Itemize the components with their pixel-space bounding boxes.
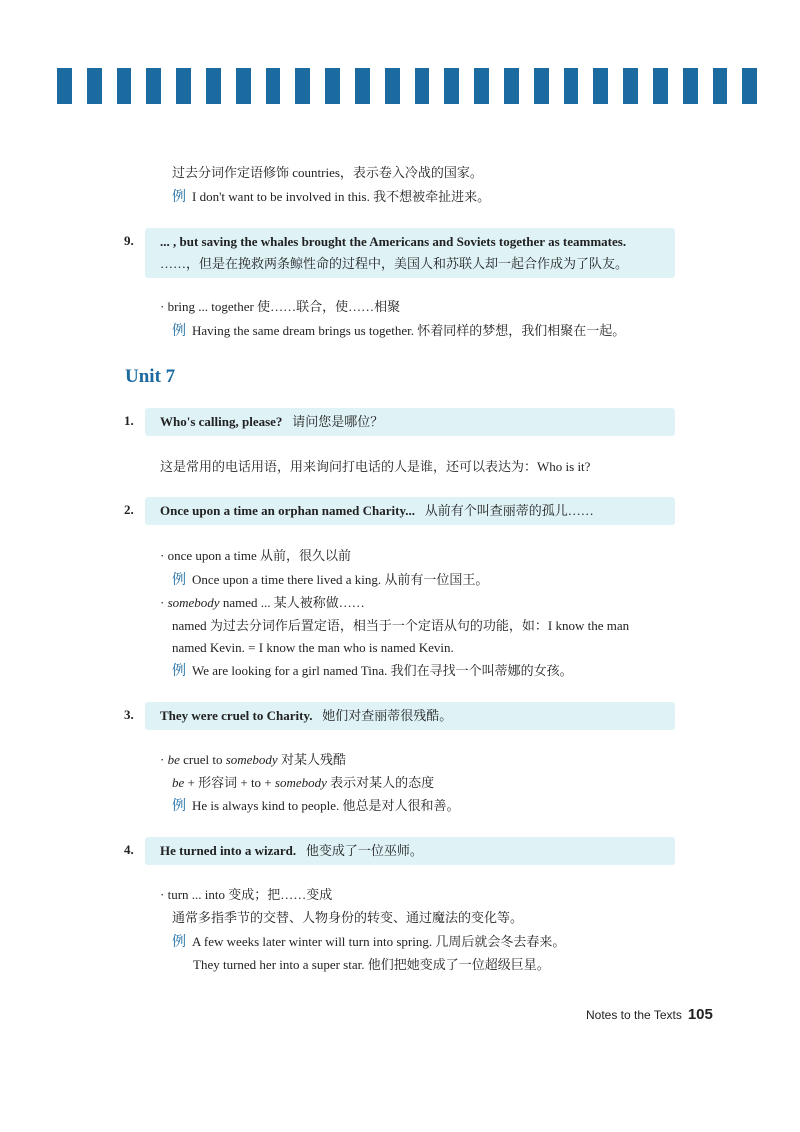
note-text: 对某人残酷 xyxy=(277,752,346,767)
header-bar xyxy=(87,68,102,104)
example-text: Having the same dream brings us together. 怀着同样的梦想，我们相聚在一起。 xyxy=(192,323,626,338)
item1-sentence xyxy=(160,413,383,431)
item4-note: · turn ... into 变成；把……变成 xyxy=(160,887,333,902)
item3-sentence xyxy=(160,707,452,725)
header-bar xyxy=(653,68,668,104)
header-bar xyxy=(474,68,489,104)
item1-note: 这是常用的电话用语，用来询问打电话的人是谁，还可以表达为：Who is it? xyxy=(160,459,591,474)
item4-sentence xyxy=(160,842,423,860)
item2-line4: named Kevin. = I know the man who is named Kevin. xyxy=(172,640,454,655)
unit-title: Unit 7 xyxy=(125,366,176,387)
example-text: He is always kind to people. 他总是对人很和善。 xyxy=(192,798,460,813)
header-bar xyxy=(683,68,698,104)
item2-example1 xyxy=(172,571,488,590)
item-number: 9. xyxy=(124,233,134,248)
item1-english: Who's calling, please? xyxy=(160,414,283,429)
example-text: I don't want to be involved in this. 我不想被牵扯进来。 xyxy=(192,189,491,204)
example-marker: 例 xyxy=(172,799,186,814)
prev-note-line: 过去分词作定语修饰 countries，表示卷入冷战的国家。 xyxy=(172,165,483,180)
header-decoration-bars xyxy=(57,68,757,104)
header-bar xyxy=(623,68,638,104)
example-marker: 例 xyxy=(172,935,186,950)
item9-chinese: ……，但是在挽救两条鲸性命的过程中，美国人和苏联人却一起合作成为了队友。 xyxy=(160,256,629,271)
header-bar xyxy=(504,68,519,104)
note-text: cruel to xyxy=(179,752,226,767)
item3-english: They were cruel to Charity. xyxy=(160,708,313,723)
header-bar xyxy=(444,68,459,104)
item2-english: Once upon a time an orphan named Charity... xyxy=(160,503,415,518)
header-bar xyxy=(415,68,430,104)
header-bar xyxy=(742,68,757,104)
header-bar xyxy=(146,68,161,104)
item1-chinese: 请问您是哪位？ xyxy=(292,414,384,429)
header-bar xyxy=(295,68,310,104)
note-text: named ... 某人被称做…… xyxy=(219,595,365,610)
header-bar xyxy=(57,68,72,104)
item2-line3: named 为过去分词作后置定语，相当于一个定语从句的功能，如：I know the man xyxy=(172,618,630,633)
item2-note1: · once upon a time 从前，很久以前 xyxy=(160,548,351,563)
header-bar xyxy=(355,68,370,104)
header-bar xyxy=(534,68,549,104)
item3-chinese: 她们对查丽蒂很残酷。 xyxy=(322,708,453,723)
header-bar xyxy=(385,68,400,104)
note-text: 表示对某人的态度 xyxy=(326,775,435,790)
item9-note: · bring ... together 使……联合，使……相聚 xyxy=(160,299,401,314)
example-marker: 例 xyxy=(172,664,186,679)
example-marker: 例 xyxy=(172,573,186,588)
italic-word: somebody xyxy=(274,775,327,790)
item4-chinese: 他变成了一位巫师。 xyxy=(305,843,423,858)
header-bar xyxy=(564,68,579,104)
item-number: 2. xyxy=(124,502,134,517)
item3-example xyxy=(172,797,460,816)
item3-note2 xyxy=(172,774,434,792)
note-text: + 形容词 + to + xyxy=(184,775,275,790)
page-footer xyxy=(586,1006,713,1023)
item4-line2: 通常多指季节的交替、人物身份的转变、通过魔法的变化等。 xyxy=(172,910,524,925)
item2-note2: · somebody named ... 某人被称做…… xyxy=(160,595,365,610)
header-bar xyxy=(593,68,608,104)
footer-label: Notes to the Texts xyxy=(586,1008,682,1022)
page-number: 105 xyxy=(687,1006,713,1023)
example-text: A few weeks later winter will turn into spring. 几周后就会冬去春来。 xyxy=(192,934,566,949)
item4-example2: They turned her into a super star. 他们把她变成了一位超级巨星。 xyxy=(193,957,550,972)
example-text: Once upon a time there lived a king. 从前有一位国王。 xyxy=(192,572,489,587)
example-marker: 例 xyxy=(172,324,186,339)
item2-example2 xyxy=(172,662,573,681)
item-number: 3. xyxy=(124,707,134,722)
example-text: We are looking for a girl named Tina. 我们在寻找一个叫蒂娜的女孩。 xyxy=(192,663,573,678)
item2-sentence xyxy=(160,502,594,520)
header-bar xyxy=(713,68,728,104)
header-bar xyxy=(176,68,191,104)
item3-note1: · be cruel to somebody 对某人残酷 xyxy=(160,752,346,767)
example-marker: 例 xyxy=(172,190,186,205)
italic-word: somebody xyxy=(167,595,220,610)
italic-word: be xyxy=(167,752,180,767)
item4-example1 xyxy=(172,933,565,952)
header-bar xyxy=(236,68,251,104)
item2-chinese: 从前有个叫查丽蒂的孤儿…… xyxy=(424,503,594,518)
italic-word: somebody xyxy=(225,752,278,767)
header-bar xyxy=(206,68,221,104)
item-number: 4. xyxy=(124,842,134,857)
item-number: 1. xyxy=(124,413,134,428)
italic-word: be xyxy=(172,775,185,790)
header-bar xyxy=(117,68,132,104)
header-bar xyxy=(325,68,340,104)
item9-english: ... , but saving the whales brought the Americans and Soviets together as teammates. xyxy=(160,234,627,249)
prev-example xyxy=(172,188,490,207)
header-bar xyxy=(266,68,281,104)
item9-example xyxy=(172,322,625,341)
item4-english: He turned into a wizard. xyxy=(160,843,297,858)
